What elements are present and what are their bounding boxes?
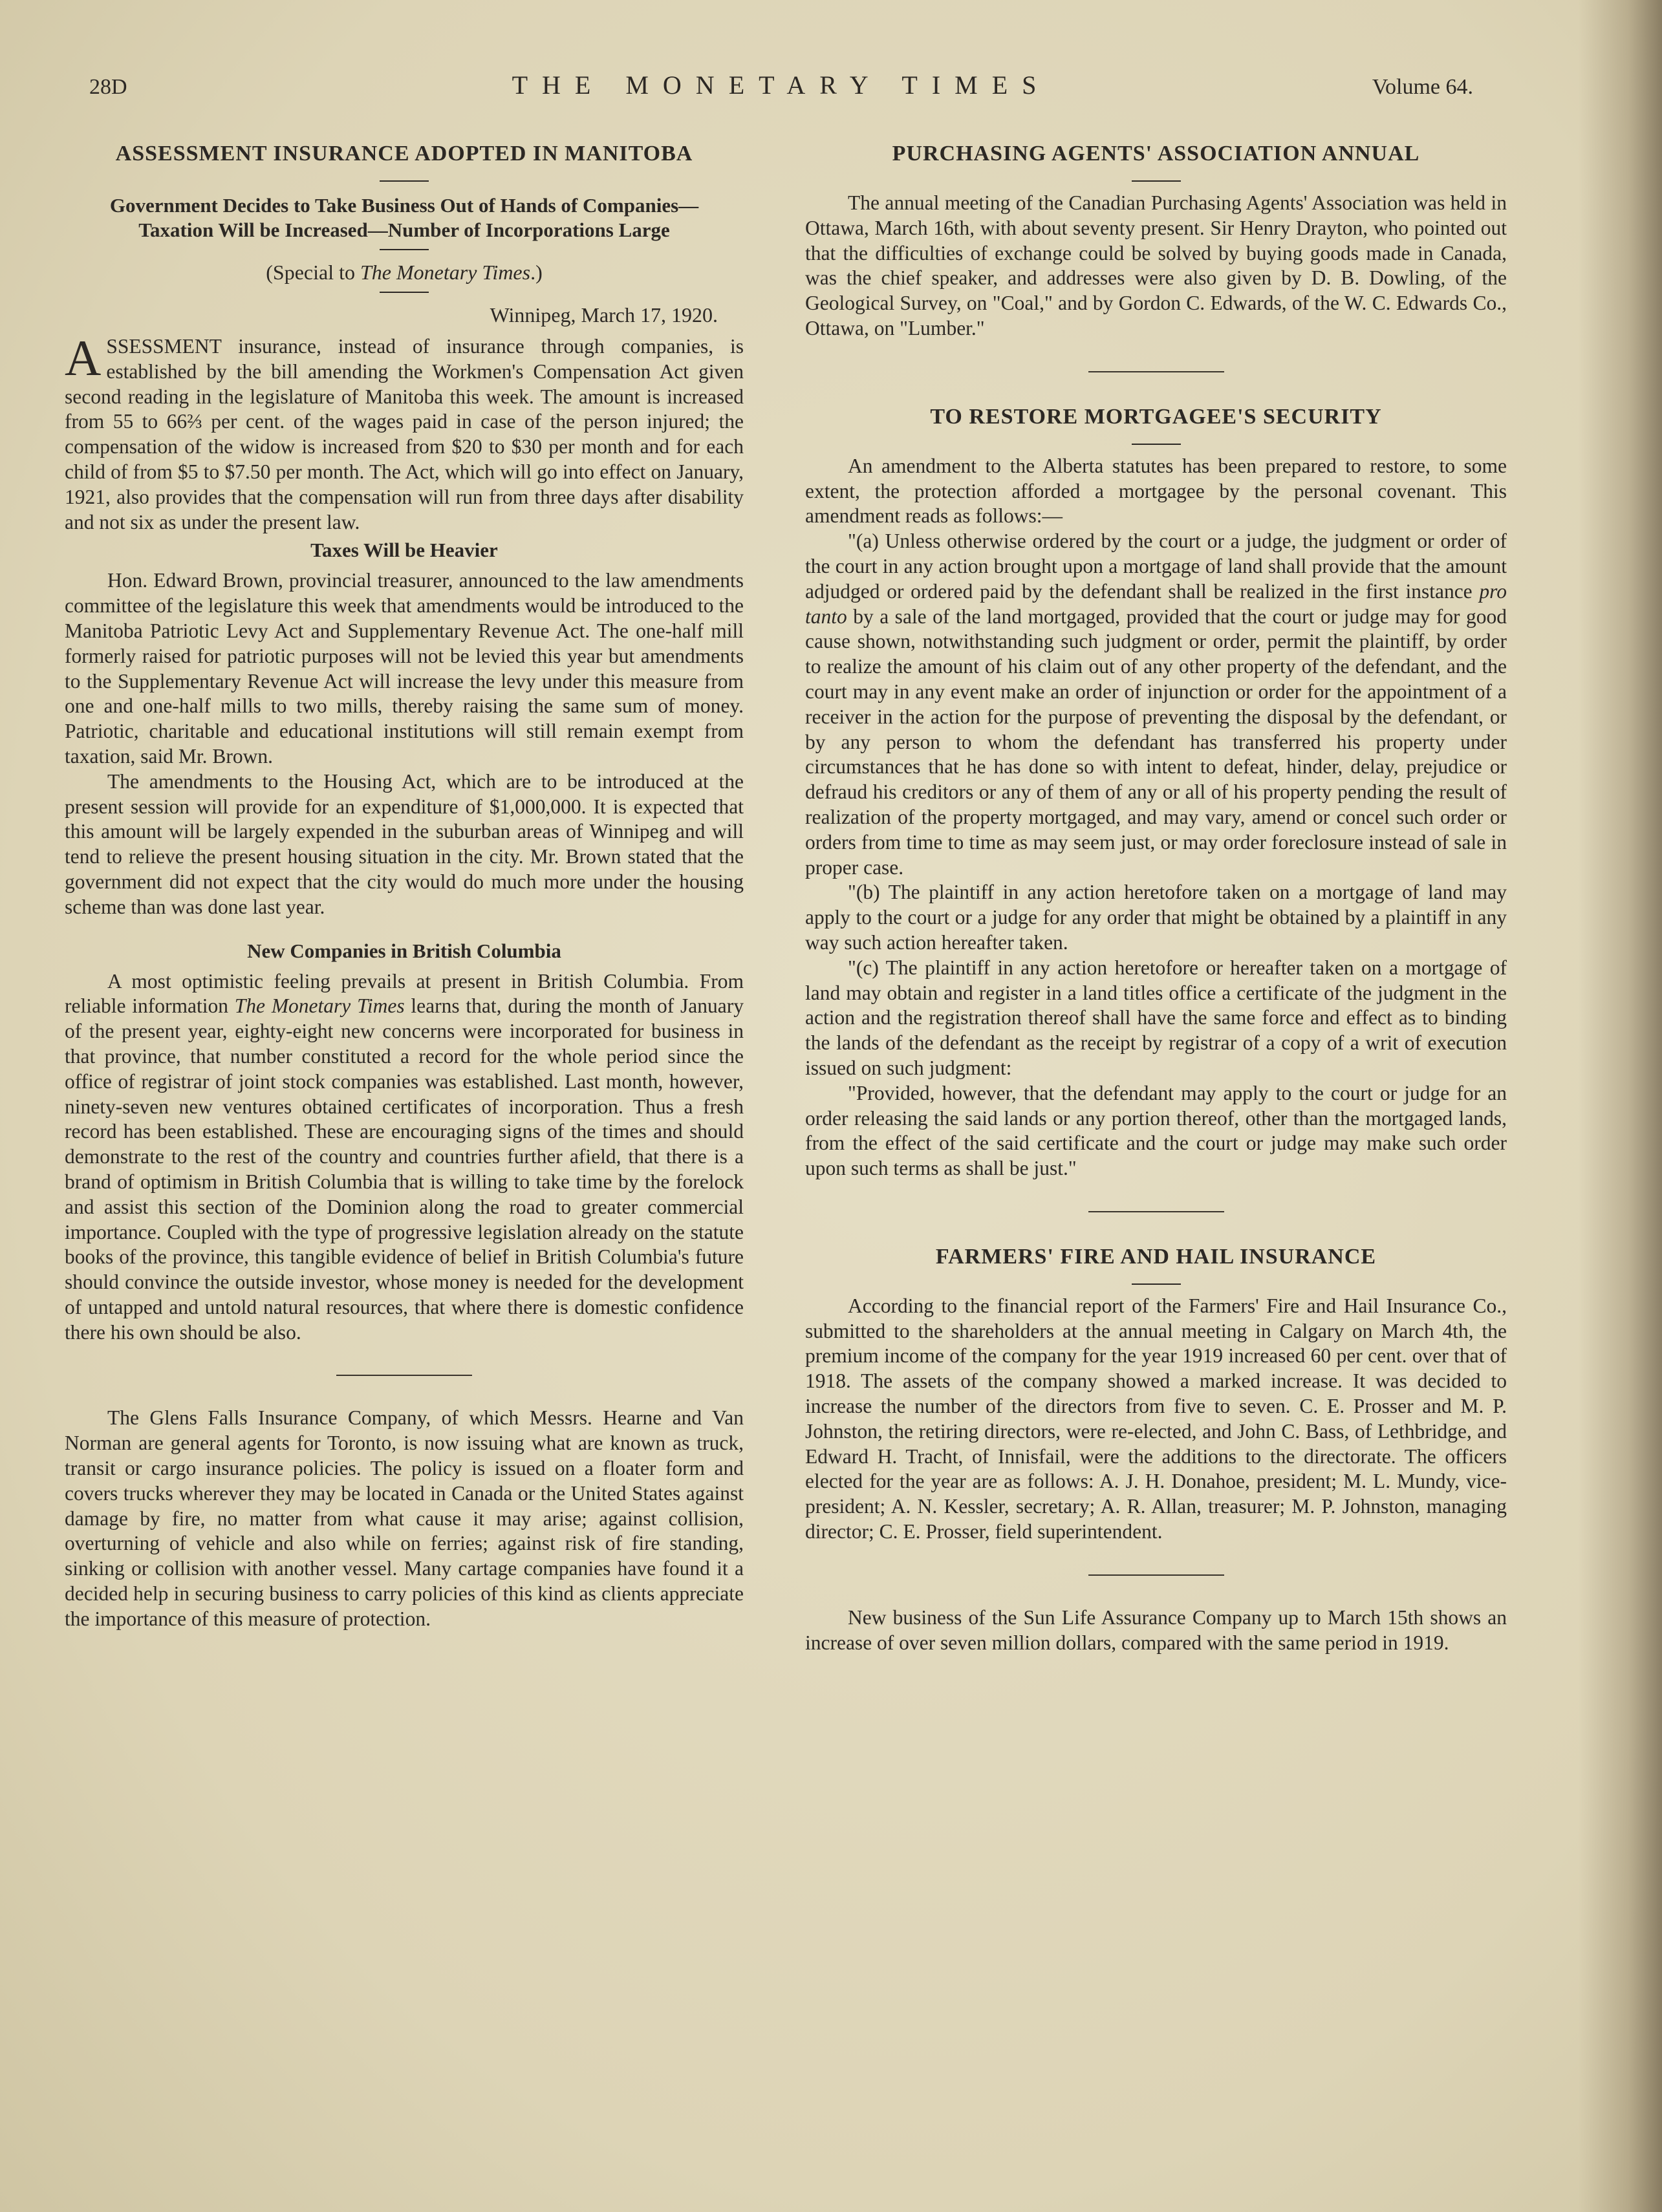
section-divider [1088, 371, 1224, 372]
article-paragraph: "(b) The plaintiff in any action heretofore taken on a mortgage of land may apply to the court or a judge for any order that might be obtained by a plaintiff in any way such action hereafter taken. [805, 881, 1507, 954]
article-paragraph: A most optimistic feeling prevails at present in British Columbia. From reliable information The Monetary Times learns that, during the month of January of the present year, eighty-eight new concerns were incorporated for business in that province, that number constituted a record for the whole period since the office of registrar of joint stock companies was established. Last month, however, ninety-seven new ventures obtained certificates of incorporation. Thus a fresh record has been established. These are encouraging signs of the times and should demonstrate to the rest of the country and countries further afield, that there is a brand of optimism in British Columbia that is willing to take time by the forelock and assist this section of the Dominion along the road to greater commercial importance. Coupled with the type of progressive legislation already on the statute books of the province, this tangible evidence of belief in British Columbia's future should convince the outside investor, whose money is needed for the development of untapped and untold natural resources, that where there is domestic confidence there his own should be also. [65, 969, 744, 1344]
section-divider [336, 1375, 472, 1376]
drop-cap: A [65, 330, 102, 386]
article-paragraph: "Provided, however, that the defendant may apply to the court or judge for an order releasing the said lands or any portion thereof, other than the mortgaged lands, from the effect of the said certificate and the court or judge may make such order upon such terms as shall be just." [805, 1081, 1507, 1180]
article-paragraph: "(a) Unless otherwise ordered by the court or a judge, the judgment or order of the court in any action brought upon a mortgage of land shall provide that the amount adjudged or ordered paid by the defendant shall be realized in the first instance pro tanto by a sale of the land mortgaged, provided that the court or judge may for good cause shown, notwithstanding such judgment or order, permit the plaintiff, by order to realize the amount of his claim out of any other property of the defendant, and the court may in any event make an order of injunction or order for the appointment of a receiver in the action for the purpose of preventing the disposal by the defendant, or by any person to whom the defendant has transferred his property under circumstances that he has done so with intent to defeat, hinder, delay, prejudice or defraud his creditors or any of them of any or all of his property pending the result of realization of the property mortgaged, and may vary, amend or concel such order or orders from time to time as may seem just, or may order foreclosure instead of sale in proper case. [805, 530, 1507, 879]
article-paragraph: The Glens Falls Insurance Company, of which Messrs. Hearne and Van Norman are general agents for Toronto, is now issuing what are known as truck, transit or cargo insurance policies. The policy is issued on a floater form and covers trucks wherever they may be located in Canada or the United States against damage by fire, no matter from what cause it may arise; against collision, overturning of vehicle and also while on ferries; against risk of fire standing, sinking or collision with another vessel. Many cartage companies have found it a decided help in securing business to carry policies of this kind as clients appreciate the importance of this measure of protection. [65, 1406, 744, 1630]
headline-farmers-fire-hail: FARMERS' FIRE AND HAIL INSURANCE [935, 1244, 1377, 1269]
article-paragraph: Hon. Edward Brown, provincial treasurer, announced to the law amendments committee of the legislature this week that amendments would be introduced to the Manitoba Patriotic Levy Act and Supplementary Revenue Act. The one-half mill formerly raised for patriotic purposes will not be levied this year but amendments to the Supplementary Revenue Act will increase the levy under this measure from one and one-half mills to two mills, thereby raising the same sum of money. Patriotic, charitable and educational institutions will still remain exempt from taxation, said Mr. Brown. [65, 569, 744, 768]
short-rule [1132, 444, 1181, 445]
page-header [89, 70, 1473, 109]
article-paragraph: "(c) The plaintiff in any action heretofore or hereafter taken on a mortgage of land may obtain and register in a land titles office a certificate of the judgment in the action and the registration thereof shall have the same force and effect as to binding the lands of the defendant as the receipt by registrar of a copy of a writ of execution issued on such judgment: [805, 956, 1507, 1079]
byline: (Special to The Monetary Times.) [266, 261, 543, 284]
left-column [65, 139, 744, 1632]
short-rule [1132, 180, 1181, 182]
page-edge-shadow [1578, 0, 1662, 2212]
section-divider [1088, 1574, 1224, 1576]
article-paragraph: The amendments to the Housing Act, which are to be introduced at the present session will provide for an expenditure of $1,000,000. It is expected that this amount will be largely expended in the suburban areas of Winnipeg and will tend to relieve the present housing situation in the city. Mr. Brown stated that the government did not expect that the city would do much more under the housing scheme than was done last year. [65, 769, 744, 918]
headline-assessment-insurance: ASSESSMENT INSURANCE ADOPTED IN MANITOBA [115, 142, 693, 166]
article-paragraph: The annual meeting of the Canadian Purchasing Agents' Association was held in Ottawa, March 16th, with about seventy present. Sir Henry Drayton, who pointed out that the difficulties of exchange could be solved by buying goods made in Canada, was the chief speaker, and addresses were also given by D. B. Dowling, of the Geological Survey, on "Coal," and by Gordon C. Edwards, of the W. C. Edwards Co., Ottawa, on "Lumber." [805, 191, 1507, 339]
subheadline: Government Decides to Take Business Out of Hands of Companies—Taxation Will be Increased—Number of Incorporations Large [109, 194, 699, 241]
article-paragraph: New business of the Sun Life Assurance Company up to March 15th shows an increase of over seven million dollars, compared with the same period in 1919. [805, 1605, 1507, 1654]
headline-mortgagee-security: TO RESTORE MORTGAGEE'S SECURITY [930, 404, 1382, 429]
article-paragraph: ASSESSMENT insurance, instead of insurance through companies, is established by the bill amending the Workmen's Compensation Act given second reading in the legislature of Manitoba this week. The amount is increased from 55 to 66⅔ per cent. of the wages paid in case of the person injured; the compensation of the widow is increased from $20 to $30 per month and for each child of from $5 to $7.50 per month. The Act, which will go into effect on January, 1921, also provides that the compensation will run from three days after disability and not six as under the present law. [65, 330, 744, 533]
volume-label: Volume 64. [1372, 75, 1473, 99]
masthead: THE MONETARY TIMES [512, 70, 1051, 100]
dateline: Winnipeg, March 17, 1920. [490, 303, 718, 327]
section-divider [1088, 1211, 1224, 1212]
headline-purchasing-agents: PURCHASING AGENTS' ASSOCIATION ANNUAL [892, 142, 1420, 166]
article-paragraph: An amendment to the Alberta statutes has been prepared to restore, to some extent, the protection afforded a mortgagee by the personal covenant. This amendment reads as follows:— [805, 454, 1507, 528]
section-heading: New Companies in British Columbia [247, 939, 561, 962]
short-rule [380, 180, 429, 182]
section-heading: Taxes Will be Heavier [310, 539, 498, 562]
short-rule [380, 249, 429, 250]
short-rule [380, 292, 429, 293]
article-paragraph: According to the financial report of the Farmers' Fire and Hail Insurance Co., submitted to the shareholders at the annual meeting in Calgary on March 4th, the premium income of the company for the year 1919 increased 60 per cent. over that of 1918. The assets of the company showed a marked increase. It was decided to increase the number of the directors from five to seven. C. E. Prosser and M. P. Johnston, the retiring directors, were re-elected, and John C. Bass, of Lethbridge, and Edward H. Tracht, of Innisfail, were the additions to the directorate. The officers elected for the year are as follows: A. J. H. Donahoe, president; M. L. Mundy, vice-president; A. N. Kessler, secretary; A. R. Allan, treasurer; M. P. Johnston, managing director; C. E. Prosser, field superintendent. [805, 1294, 1507, 1543]
page-number: 28D [89, 75, 127, 99]
right-column [805, 139, 1507, 1655]
short-rule [1132, 1283, 1181, 1285]
